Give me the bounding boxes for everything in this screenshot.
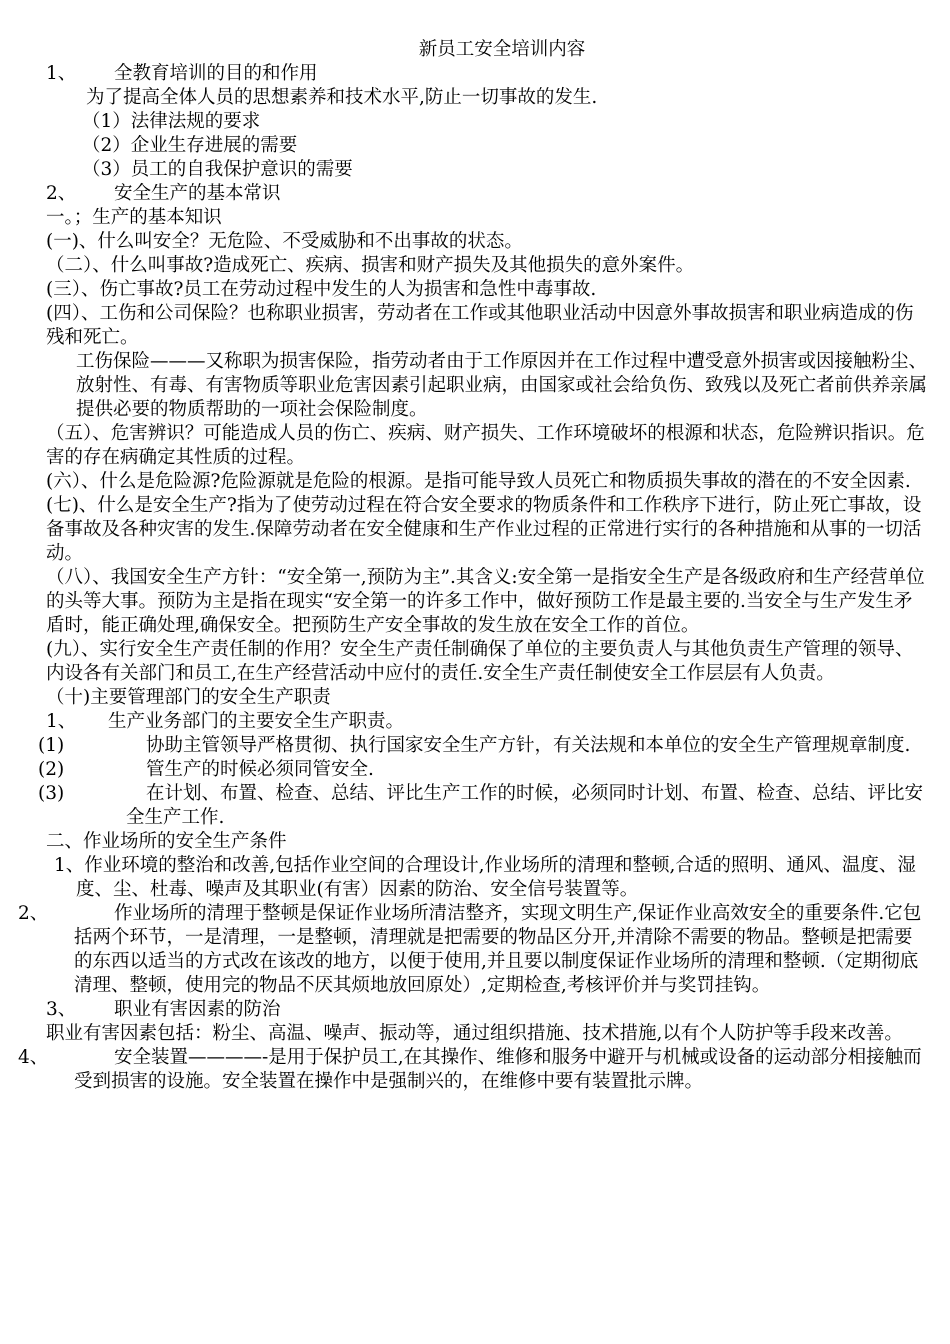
workplace-paragraph-3-number: 3、 <box>46 999 77 1020</box>
paragraph-accident: （二）、什么叫事故?造成死亡、疾病、损害和财产损失及其他损失的意外案件。 <box>46 255 695 276</box>
section-2-subheading: 一。；生产的基本知识 <box>46 207 222 228</box>
section-1-item: （2）企业生存进展的需要 <box>82 135 298 156</box>
paragraph-safety-policy: （八）、我国安全生产方针：“安全第一,预防为主”.其含义:安全第一是指安全生产是各级政府和生产经营单位的头等大事。预防为主是指在现实“安全第一的许多工作中，做好预防工作是最主要的.当安全与生产发生矛盾时，能正确处理,确保安全。把预防生产安全事故的发生放在安全工作的首位。 <box>46 567 925 636</box>
paragraph-hazard-identification: （五）、危害辨识？可能造成人员的伤亡、疾病、财产损失、工作环境破坏的根源和状态，危险辨识指识。危害的存在病确定其性质的过程。 <box>46 423 925 468</box>
section-1-title: 全教育培训的目的和作用 <box>114 63 318 84</box>
duty-item <box>38 782 928 830</box>
section-3-heading: 二、作业场所的安全生产条件 <box>46 831 287 852</box>
duty-heading <box>46 710 928 734</box>
duty-item-number: (2) <box>38 759 65 780</box>
paragraph-casualty: (三）、伤亡事故?员工在劳动过程中发生的人为损害和急性中毒事故. <box>46 279 597 300</box>
section-2-number: 2、 <box>46 183 77 204</box>
workplace-paragraph-3-text: 职业有害因素包括：粉尘、高温、噪声、振动等，通过组织措施、技术措施,以有个人防护等手段来改善。 <box>46 1023 903 1044</box>
document-title: 新员工安全培训内容 <box>418 39 586 60</box>
workplace-paragraph-2 <box>18 902 928 998</box>
duty-item <box>38 734 928 758</box>
paragraph-safety: (一)、什么叫安全？无危险、不受威胁和不出事故的状态。 <box>46 231 523 252</box>
workplace-paragraph-3-title: 职业有害因素的防治 <box>114 999 281 1020</box>
paragraph-hazard-source: (六）、什么是危险源?危险源就是危险的根源。是指可能导致人员死亡和物质损失事故的潜在的不安全因素. <box>46 471 911 492</box>
workplace-paragraph-2-number: 2、 <box>18 903 49 924</box>
section-1-item: （1）法律法规的要求 <box>82 111 261 132</box>
duty-item-text: 管生产的时候必须同管安全. <box>146 759 374 780</box>
section-2-heading <box>46 182 928 206</box>
duty-item-number: (3) <box>38 783 65 804</box>
duty-item <box>38 758 928 782</box>
duty-title: 生产业务部门的主要安全生产职责。 <box>108 711 405 732</box>
section-2-title: 安全生产的基本常识 <box>114 183 281 204</box>
workplace-paragraph-4-text: 安全装置————-是用于保护员工,在其操作、维修和服务中避开与机械或设备的运动部分相接触而受到损害的设施。安全装置在操作中是强制兴的，在维修中要有装置批示牌。 <box>74 1047 922 1092</box>
paragraph-work-injury: (四）、工伤和公司保险？也称职业损害，劳动者在工作或其他职业活动中因意外事故损害和职业病造成的伤残和死亡。 <box>46 303 914 348</box>
workplace-paragraph-4 <box>18 1046 928 1094</box>
section-1-intro: 为了提高全体人员的思想素养和技术水平,防止一切事故的发生. <box>86 87 598 108</box>
paragraph-safe-production: (七)、什么是安全生产?指为了使劳动过程在符合安全要求的物质条件和工作秩序下进行，防止死亡事故，设备事故及各种灾害的发生.保障劳动者在安全健康和生产作业过程的正常进行实行的各种措施和从事的一切活动。 <box>46 495 922 564</box>
paragraph-responsibility-system: (九）、实行安全生产责任制的作用？安全生产责任制确保了单位的主要负责人与其他负责生产管理的领导、内设各有关部门和员工,在生产经营活动中应付的责任.安全生产责任制使安全工作层层有人负责。 <box>46 639 914 684</box>
paragraph-injury-insurance: 工伤保险———又称职为损害保险，指劳动者由于工作原因并在工作过程中遭受意外损害或因接触粉尘、放射性、有毒、有害物质等职业危害因素引起职业病，由国家或社会给负伤、致残以及死亡者前供养亲属提供必要的物质帮助的一项社会保险制度。 <box>76 351 928 420</box>
duty-item-text: 协助主管领导严格贯彻、执行国家安全生产方针，有关法规和本单位的安全生产管理规章制度. <box>146 735 911 756</box>
workplace-paragraph-2-text: 作业场所的清理于整顿是保证作业场所清洁整齐，实现文明生产,保证作业高效安全的重要条件.它包括两个环节，一是清理，一是整顿，清理就是把需要的物品区分开,并清除不需要的物品。整顿是把需要的东西以适当的方式改在该改的地方，以便于使用,并且要以制度保证作业场所的清理和整顿.（定期彻底清理、整顿，使用完的物品不厌其烦地放回原处）,定期检查,考核评价并与奖罚挂钩。 <box>74 903 922 996</box>
workplace-paragraph-3-heading <box>46 998 928 1022</box>
paragraph-department-duties: （十)主要管理部门的安全生产职责 <box>46 687 331 708</box>
section-1-heading <box>46 62 928 86</box>
duty-item-number: (1) <box>38 735 65 756</box>
duty-item-text: 在计划、布置、检查、总结、评比生产工作的时候，必须同时计划、布置、检查、总结、评比安全生产工作. <box>126 783 924 828</box>
workplace-paragraph-4-number: 4、 <box>18 1047 49 1068</box>
workplace-paragraph-1: 1、作业环境的整治和改善,包括作业空间的合理设计,作业场所的清理和整顿,合适的照明、通风、温度、湿度、尘、杜毒、噪声及其职业(有害）因素的防治、安全信号装置等。 <box>54 855 916 900</box>
duty-number: 1、 <box>46 711 77 732</box>
section-1-number: 1、 <box>46 63 77 84</box>
section-1-item: （3）员工的自我保护意识的需要 <box>82 159 353 180</box>
